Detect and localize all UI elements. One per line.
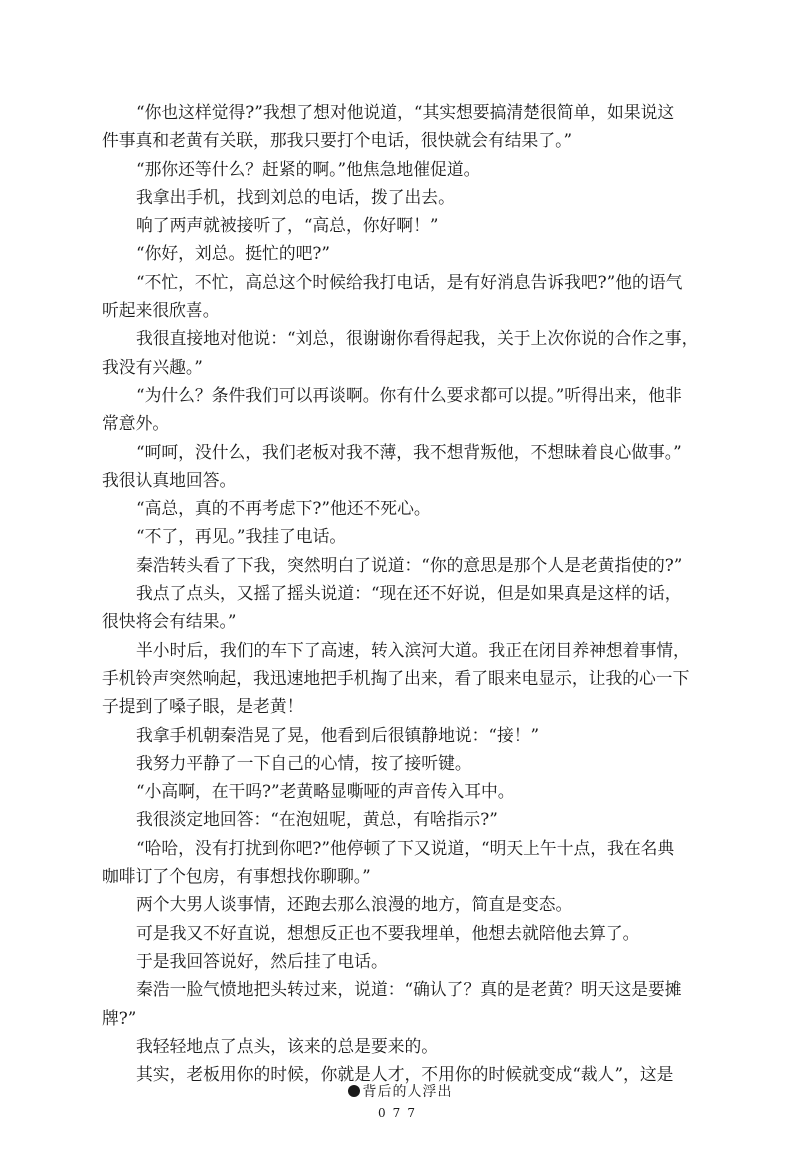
- chapter-mark-icon: [348, 1085, 360, 1097]
- text-line: 我很直接地对他说：“刘总，很谢谢你看得起我，关于上次你说的合作之事，: [136, 328, 699, 349]
- text-line: 可是我又不好直说，想想反正也不要我埋单，他想去就陪他去算了。: [136, 922, 640, 943]
- text-line: 我很认真地回答。: [102, 469, 237, 490]
- text-line: 秦浩转头看了下我，突然明白了说道：“你的意思是那个人是老黄指使的?”: [136, 554, 683, 575]
- text-line: 子提到了嗓子眼，是老黄！: [102, 696, 304, 717]
- text-line: 咖啡订了个包房，有事想找你聊聊。”: [102, 866, 371, 887]
- text-line: 我拿手机朝秦浩晃了晃，他看到后很镇静地说：“接！”: [136, 724, 540, 745]
- text-line: 手机铃声突然响起，我迅速地把手机掏了出来，看了眼来电显示，让我的心一下: [102, 667, 690, 688]
- text-line: 于是我回答说好，然后挂了电话。: [136, 950, 388, 971]
- text-line: “为什么？条件我们可以再谈啊。你有什么要求都可以提。”听得出来，他非: [136, 384, 682, 405]
- text-line: 听起来很欣喜。: [102, 300, 220, 321]
- text-line: 件事真和老黄有关联，那我只要打个电话，很快就会有结果了。”: [102, 130, 573, 151]
- text-line: 牌?”: [102, 1007, 137, 1028]
- text-line: “你也这样觉得?”我想了想对他说道，“其实想要搞清楚很简单，如果说这: [136, 102, 675, 122]
- text-line: “你好，刘总。挺忙的吧?”: [136, 243, 330, 264]
- text-line: “不了，再见。”我挂了电话。: [136, 526, 347, 547]
- text-line: 我努力平静了一下自己的心情，按了接听键。: [136, 752, 472, 773]
- text-line: 我点了点头，又摇了摇头说道：“现在还不好说，但是如果真是这样的话，: [136, 583, 682, 604]
- text-line: 很快将会有结果。”: [102, 611, 237, 632]
- text-line: “不忙，不忙，高总这个时候给我打电话，是有好消息告诉我吧?”他的语气: [136, 271, 683, 292]
- page-number: 077: [378, 1106, 422, 1120]
- running-footer: [0, 1081, 800, 1101]
- text-line: 常意外。: [102, 413, 170, 434]
- text-line: 我拿出手机，找到刘总的电话，拨了出去。: [136, 186, 455, 207]
- chapter-title: 背后的人浮出: [362, 1084, 453, 1100]
- text-line: 半小时后，我们的车下了高速，转入滨河大道。我正在闭目养神想着事情，: [136, 639, 690, 660]
- text-line: “小高啊，在干吗?”老黄略显嘶哑的声音传入耳中。: [136, 781, 515, 802]
- text-line: 我轻轻地点了点头，该来的总是要来的。: [136, 1035, 439, 1056]
- text-line: “高总，真的不再考虑下?”他还不死心。: [136, 498, 431, 519]
- text-line: 我没有兴趣。”: [102, 356, 203, 377]
- body-text: [102, 98, 732, 1088]
- text-line: “呵呵，没什么，我们老板对我不薄，我不想背叛他，不想昧着良心做事。”: [136, 441, 682, 462]
- text-line: 秦浩一脸气愤地把头转过来，说道：“确认了？真的是老黄？明天这是要摊: [136, 979, 682, 1000]
- text-line: 其实，老板用你的时候，你就是人才，不用你的时候就变成“裁人”，这是: [136, 1064, 674, 1085]
- text-line: “哈哈，没有打扰到你吧?”他停顿了下又说道，“明天上午十点，我在名典: [136, 837, 675, 858]
- text-line: “那你还等什么？赶紧的啊。”他焦急地催促道。: [136, 158, 481, 179]
- text-line: 我很淡定地回答：“在泡妞呢，黄总，有啥指示?”: [136, 809, 498, 830]
- text-line: 响了两声就被接听了，“高总，你好啊！”: [136, 215, 439, 236]
- text-line: 两个大男人谈事情，还跑去那么浪漫的地方，简直是变态。: [136, 894, 573, 915]
